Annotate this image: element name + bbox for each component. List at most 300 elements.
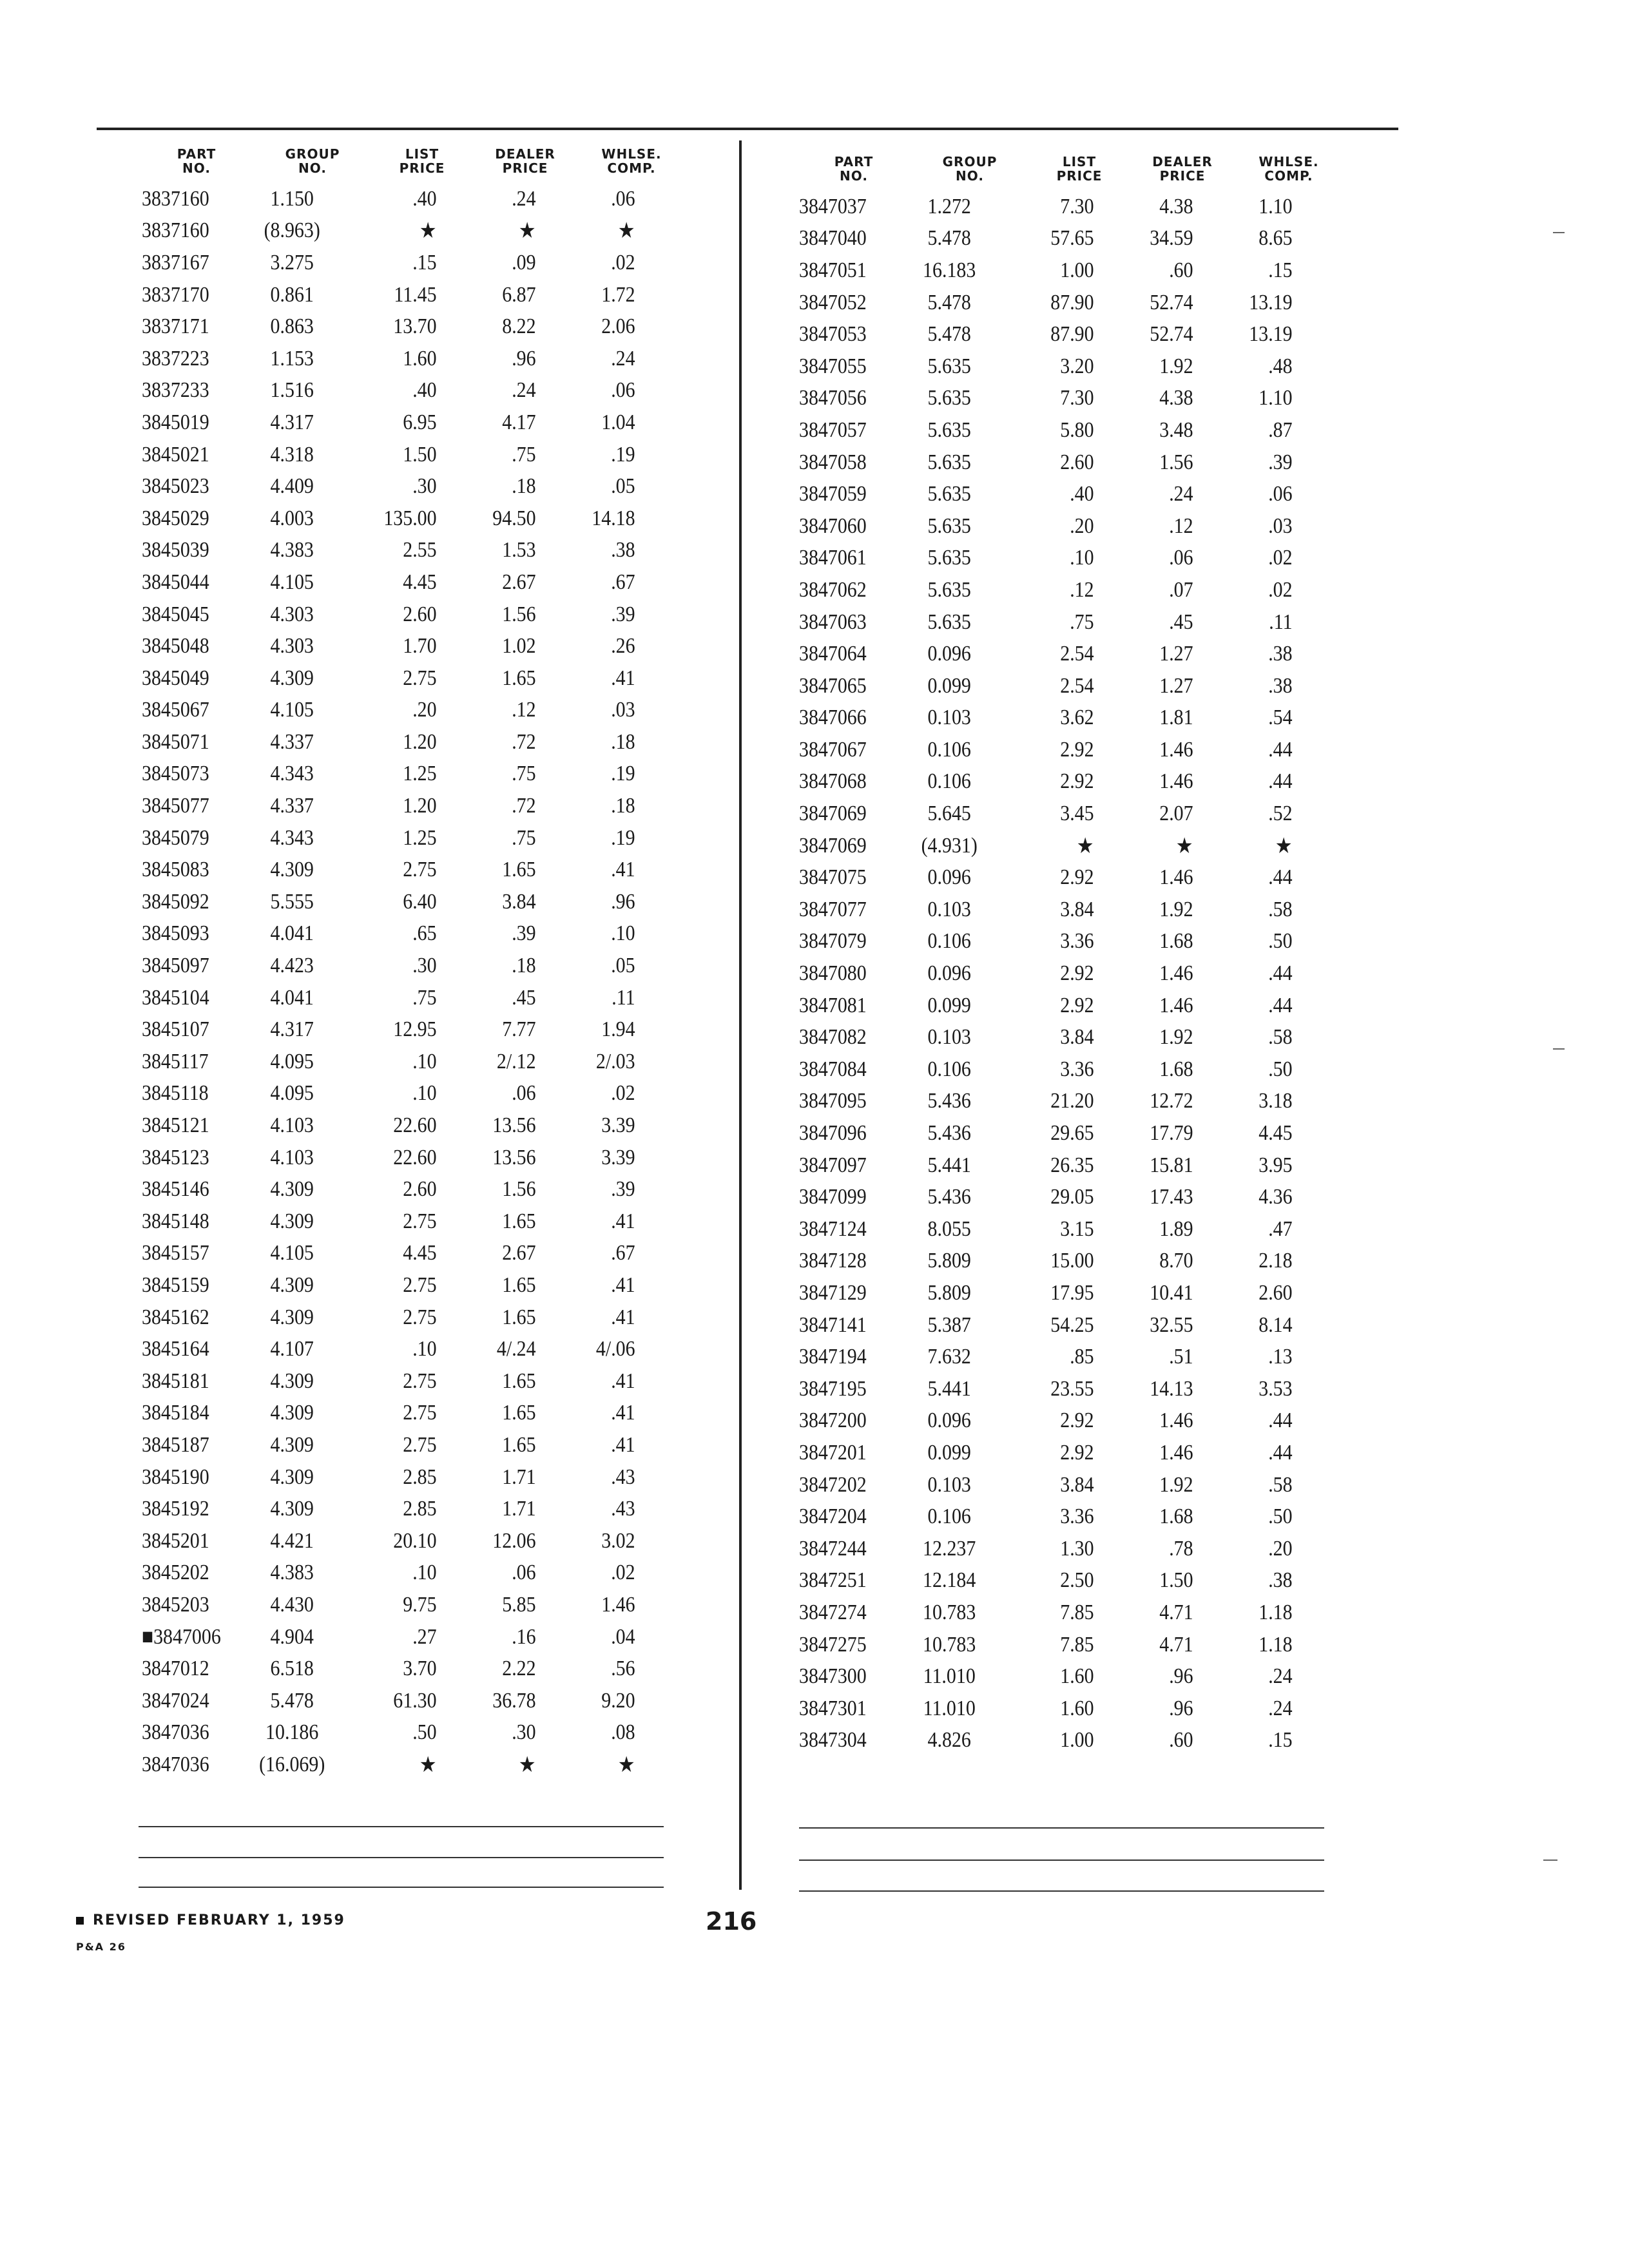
cell-whlse: 1.18 <box>1258 1600 1293 1624</box>
cell-part: 3847051 <box>799 258 867 282</box>
cell-part: 3845092 <box>142 889 209 914</box>
cell-list: 2.54 <box>1060 642 1094 666</box>
cell-dealer: 1.81 <box>1159 706 1193 730</box>
cell-list: 4.45 <box>403 1241 437 1265</box>
cell-dealer: .18 <box>512 954 536 978</box>
cell-dealer: 1.46 <box>1159 993 1193 1017</box>
cell-group: 4.309 <box>270 1369 314 1393</box>
blank-line <box>139 1887 664 1888</box>
cell-part: 3847012 <box>142 1657 209 1681</box>
cell-part: 3837167 <box>142 250 209 274</box>
cell-whlse: .11 <box>612 985 635 1010</box>
cell-whlse: .43 <box>611 1497 635 1521</box>
cell-part: 3847200 <box>799 1408 867 1433</box>
cell-part: 3845117 <box>142 1049 209 1073</box>
table-row <box>142 1269 696 1302</box>
cell-whlse: .04 <box>611 1624 635 1649</box>
cell-whlse: .50 <box>1268 929 1293 954</box>
cell-group: 4.343 <box>270 762 314 786</box>
cell-list: 7.85 <box>1060 1600 1094 1624</box>
table-row <box>142 311 696 343</box>
cell-list: 12.95 <box>393 1017 437 1042</box>
cell-group: 0.103 <box>927 1025 971 1050</box>
cell-part: 3847059 <box>799 482 867 506</box>
cell-list: 3.70 <box>403 1657 437 1681</box>
cell-whlse: ★ <box>617 219 635 244</box>
table-row <box>799 1533 1379 1565</box>
cell-part: 3847201 <box>799 1440 867 1465</box>
cell-whlse: .41 <box>611 1432 635 1457</box>
table-row <box>142 566 696 599</box>
cell-whlse: .39 <box>611 602 635 626</box>
cell-list: ★ <box>1076 834 1094 858</box>
cell-list: 2.92 <box>1060 737 1094 762</box>
cell-part: 3847063 <box>799 610 867 634</box>
cell-dealer: 52.74 <box>1150 322 1193 347</box>
cell-group: 4.383 <box>270 1561 314 1585</box>
cell-group: 4.303 <box>270 634 314 658</box>
cell-part: 3847128 <box>799 1249 867 1273</box>
table-row <box>799 1725 1379 1757</box>
table-row <box>142 439 696 471</box>
margin-mark <box>1543 1860 1557 1861</box>
cell-list: 7.85 <box>1060 1632 1094 1657</box>
cell-whlse: .58 <box>1268 1472 1293 1497</box>
cell-list: 2.50 <box>1060 1568 1094 1593</box>
cell-dealer: .18 <box>512 474 536 499</box>
cell-dealer: 1.56 <box>502 1177 536 1202</box>
cell-dealer: 2/.12 <box>496 1049 536 1073</box>
table-row <box>799 1693 1379 1725</box>
cell-dealer: .24 <box>1169 482 1193 506</box>
table-row <box>799 894 1379 926</box>
table-row <box>799 383 1379 415</box>
cell-group: 4.309 <box>270 858 314 882</box>
cell-group: 4.423 <box>270 954 314 978</box>
table-row <box>799 414 1379 447</box>
cell-part: 3845045 <box>142 602 209 626</box>
cell-dealer: 1.65 <box>502 1369 536 1393</box>
cell-dealer: 32.55 <box>1150 1312 1193 1337</box>
cell-part: 3847052 <box>799 290 867 314</box>
header-dealer-price: DEALER PRICE <box>1152 154 1213 184</box>
cell-dealer: .75 <box>512 762 536 786</box>
revision-note <box>76 1912 345 1928</box>
cell-group: 4.826 <box>927 1728 971 1753</box>
table-row <box>799 1149 1379 1182</box>
table-row <box>799 990 1379 1022</box>
table-row <box>799 734 1379 766</box>
cell-part: 3837160 <box>142 218 209 243</box>
cell-group: 4.430 <box>270 1592 314 1617</box>
cell-dealer: 1.56 <box>1159 450 1193 474</box>
cell-part: 3845123 <box>142 1145 209 1169</box>
cell-dealer: .39 <box>512 921 536 946</box>
cell-dealer: 1.46 <box>1159 769 1193 794</box>
cell-dealer: 1.68 <box>1159 1057 1193 1081</box>
cell-whlse: .06 <box>1268 482 1293 506</box>
table-row <box>142 407 696 439</box>
cell-part: 3847141 <box>799 1312 867 1337</box>
table-row <box>799 223 1379 255</box>
cell-list: 3.84 <box>1060 897 1094 921</box>
top-rule <box>97 128 1398 130</box>
cell-list: .30 <box>412 954 437 978</box>
cell-part: 3847036 <box>142 1752 209 1776</box>
cell-list: 3.20 <box>1060 354 1094 378</box>
cell-list: .50 <box>412 1720 437 1745</box>
cell-part: 3837233 <box>142 378 209 403</box>
cell-dealer: 4.17 <box>502 410 536 434</box>
table-row <box>142 758 696 791</box>
table-row <box>799 510 1379 543</box>
cell-dealer: .78 <box>1169 1536 1193 1561</box>
cell-whlse: .43 <box>611 1465 635 1489</box>
cell-list: 2.75 <box>403 1432 437 1457</box>
cell-whlse: .02 <box>611 250 635 274</box>
table-row <box>799 478 1379 510</box>
cell-group: 4.041 <box>270 985 314 1010</box>
cell-part: 3847194 <box>799 1345 867 1369</box>
cell-part: ■3847006 <box>142 1624 221 1649</box>
cell-part: 3847024 <box>142 1688 209 1713</box>
cell-list: 6.40 <box>403 889 437 914</box>
cell-group: 5.635 <box>927 354 971 378</box>
cell-list: 1.70 <box>403 634 437 658</box>
cell-part: 3847061 <box>799 546 867 570</box>
cell-group: 4.317 <box>270 410 314 434</box>
table-row <box>799 606 1379 639</box>
cell-part: 3847075 <box>799 865 867 890</box>
cell-part: 3845079 <box>142 825 209 850</box>
cell-part: 3847204 <box>799 1504 867 1529</box>
table-row <box>142 1365 696 1398</box>
cell-part: 3847064 <box>799 642 867 666</box>
cell-group: 4.103 <box>270 1113 314 1138</box>
cell-group: 5.436 <box>927 1089 971 1113</box>
cell-dealer: 1.68 <box>1159 1504 1193 1529</box>
cell-group: 4.303 <box>270 602 314 626</box>
cell-group: 5.645 <box>927 802 971 826</box>
table-row <box>142 1173 696 1206</box>
cell-list: 2.75 <box>403 1273 437 1297</box>
cell-list: .20 <box>412 698 437 722</box>
table-row <box>799 1181 1379 1213</box>
cell-part: 3837171 <box>142 314 209 339</box>
cell-part: 3845164 <box>142 1337 209 1361</box>
table-row <box>799 1245 1379 1278</box>
table-row <box>799 702 1379 735</box>
table-row <box>142 1461 696 1494</box>
table-row <box>799 1405 1379 1437</box>
cell-part: 3845077 <box>142 794 209 818</box>
cell-list: 87.90 <box>1050 290 1094 314</box>
cell-group: 8.055 <box>927 1216 971 1241</box>
cell-whlse: .44 <box>1268 1408 1293 1433</box>
cell-group: 0.861 <box>270 282 314 307</box>
blank-line <box>799 1860 1324 1861</box>
cell-whlse: .38 <box>611 538 635 562</box>
table-row <box>142 1525 696 1557</box>
cell-group: 4.309 <box>270 1432 314 1457</box>
table-row <box>799 543 1379 575</box>
cell-list: 1.25 <box>403 825 437 850</box>
margin-mark <box>1553 232 1565 233</box>
cell-group: 1.272 <box>927 194 971 218</box>
cell-part: 3847057 <box>799 418 867 442</box>
cell-group: 12.237 <box>923 1536 976 1561</box>
cell-list: .30 <box>412 474 437 499</box>
cell-part: 3845097 <box>142 954 209 978</box>
cell-group: 5.436 <box>927 1121 971 1146</box>
cell-group: 5.635 <box>927 514 971 538</box>
table-row <box>142 630 696 662</box>
cell-whlse: .03 <box>1268 514 1293 538</box>
table-row <box>142 343 696 375</box>
cell-dealer: 8.22 <box>502 314 536 339</box>
cell-part: 3845162 <box>142 1305 209 1329</box>
cell-dealer: .75 <box>512 442 536 466</box>
table-row <box>142 1557 696 1590</box>
cell-dealer: 6.87 <box>502 282 536 307</box>
table-row <box>142 1589 696 1621</box>
table-row <box>142 1046 696 1078</box>
cell-group: 0.096 <box>927 865 971 890</box>
cell-whlse: .39 <box>1268 450 1293 474</box>
cell-group: 0.106 <box>927 1504 971 1529</box>
cell-dealer: 17.79 <box>1150 1121 1193 1146</box>
cell-group: 4.309 <box>270 1497 314 1521</box>
table-row <box>142 982 696 1014</box>
cell-whlse: .02 <box>611 1081 635 1106</box>
blank-line <box>139 1826 664 1827</box>
cell-group: 5.441 <box>927 1376 971 1401</box>
cell-whlse: .41 <box>611 1273 635 1297</box>
cell-group: 4.337 <box>270 729 314 754</box>
cell-dealer: 1.46 <box>1159 961 1193 986</box>
cell-group: 5.809 <box>927 1249 971 1273</box>
cell-whlse: 13.19 <box>1249 322 1293 347</box>
cell-whlse: .47 <box>1268 1216 1293 1241</box>
cell-list: 6.95 <box>403 410 437 434</box>
cell-whlse: .11 <box>1269 610 1293 634</box>
cell-group: 5.441 <box>927 1153 971 1177</box>
cell-list: 3.62 <box>1060 706 1094 730</box>
table-row <box>799 1629 1379 1661</box>
cell-part: 3847079 <box>799 929 867 954</box>
cell-list: 2.75 <box>403 1305 437 1329</box>
cell-dealer: .60 <box>1169 1728 1193 1753</box>
header-group-no: GROUP NO. <box>942 154 998 184</box>
cell-group: 7.632 <box>927 1345 971 1369</box>
cell-dealer: 2.22 <box>502 1657 536 1681</box>
cell-group: 4.309 <box>270 666 314 690</box>
table-row <box>142 1685 696 1717</box>
cell-whlse: 13.19 <box>1249 290 1293 314</box>
cell-list: 13.70 <box>393 314 437 339</box>
blank-line <box>799 1890 1324 1892</box>
cell-whlse: .18 <box>611 794 635 818</box>
table-row <box>799 1597 1379 1629</box>
cell-part: 3847062 <box>799 577 867 602</box>
cell-list: 2.75 <box>403 1209 437 1233</box>
cell-part: 3847037 <box>799 194 867 218</box>
cell-group: 4.309 <box>270 1209 314 1233</box>
cell-part: 3847081 <box>799 993 867 1017</box>
table-row <box>799 1277 1379 1309</box>
cell-list: 1.60 <box>403 346 437 370</box>
cell-whlse: .02 <box>611 1561 635 1585</box>
table-row <box>799 318 1379 351</box>
cell-group: 0.099 <box>927 1440 971 1465</box>
cell-whlse: 3.18 <box>1258 1089 1293 1113</box>
cell-whlse: 2.18 <box>1258 1249 1293 1273</box>
cell-list: .40 <box>412 378 437 403</box>
cell-dealer: 4/.24 <box>496 1337 536 1361</box>
cell-whlse: 1.10 <box>1258 386 1293 410</box>
cell-group: 4.103 <box>270 1145 314 1169</box>
cell-dealer: 1.65 <box>502 1305 536 1329</box>
cell-dealer: 1.65 <box>502 666 536 690</box>
cell-list: 87.90 <box>1050 322 1094 347</box>
cell-part: 3847067 <box>799 737 867 762</box>
cell-whlse: .52 <box>1268 802 1293 826</box>
blank-line <box>139 1857 664 1858</box>
table-row <box>142 1110 696 1142</box>
cell-whlse: .48 <box>1268 354 1293 378</box>
cell-group: 11.010 <box>923 1696 976 1720</box>
cell-part: 3845093 <box>142 921 209 946</box>
cell-whlse: .08 <box>611 1720 635 1745</box>
cell-list: 5.80 <box>1060 418 1094 442</box>
cell-whlse: .02 <box>1268 546 1293 570</box>
cell-part: 3845067 <box>142 698 209 722</box>
cell-list: 3.36 <box>1060 1057 1094 1081</box>
cell-whlse: ★ <box>617 1753 635 1777</box>
table-row <box>799 766 1379 798</box>
cell-group: 4.309 <box>270 1401 314 1425</box>
cell-dealer: 1.89 <box>1159 1216 1193 1241</box>
cell-whlse: .41 <box>611 1401 635 1425</box>
cell-dealer: 4.71 <box>1159 1632 1193 1657</box>
cell-whlse: .56 <box>611 1657 635 1681</box>
cell-whlse: 1.94 <box>601 1017 635 1042</box>
cell-part: 3847202 <box>799 1472 867 1497</box>
cell-list: .10 <box>1070 546 1094 570</box>
cell-group: 4.904 <box>270 1624 314 1649</box>
cell-part: 3847077 <box>799 897 867 921</box>
cell-whlse: .41 <box>611 666 635 690</box>
table-row <box>142 1717 696 1749</box>
cell-part: 3837223 <box>142 346 209 370</box>
cell-whlse: .44 <box>1268 961 1293 986</box>
cell-part: 3847244 <box>799 1536 867 1561</box>
cell-part: 3845203 <box>142 1592 209 1617</box>
cell-dealer: 2.07 <box>1159 802 1193 826</box>
cell-group: 5.635 <box>927 450 971 474</box>
cell-group: 5.555 <box>270 889 314 914</box>
cell-whlse: .38 <box>1268 673 1293 698</box>
cell-list: 135.00 <box>383 506 437 530</box>
cell-group: 1.150 <box>270 186 314 211</box>
revision-marker-square <box>76 1917 84 1925</box>
cell-part: 3847036 <box>142 1720 209 1745</box>
cell-whlse: .67 <box>611 1241 635 1265</box>
cell-list: 2.85 <box>403 1497 437 1521</box>
cell-dealer: .16 <box>512 1624 536 1649</box>
cell-part: 3845201 <box>142 1528 209 1553</box>
cell-part: 3847274 <box>799 1600 867 1624</box>
cell-part: 3847099 <box>799 1185 867 1209</box>
cell-whlse: 4/.06 <box>595 1337 635 1361</box>
revision-text: REVISED FEBRUARY 1, 1959 <box>93 1912 345 1928</box>
cell-list: 4.45 <box>403 570 437 594</box>
cell-group: 11.010 <box>923 1664 976 1689</box>
cell-list: 2.92 <box>1060 1408 1094 1433</box>
cell-dealer: 1.65 <box>502 1432 536 1457</box>
cell-group: 6.518 <box>270 1657 314 1681</box>
cell-dealer: 52.74 <box>1150 290 1193 314</box>
cell-whlse: ★ <box>1275 834 1293 858</box>
table-row <box>799 1469 1379 1501</box>
cell-part: 3847097 <box>799 1153 867 1177</box>
cell-list: 2.92 <box>1060 1440 1094 1465</box>
cell-dealer: 7.77 <box>502 1017 536 1042</box>
cell-whlse: .96 <box>611 889 635 914</box>
table-row <box>799 798 1379 830</box>
table-row <box>799 1565 1379 1597</box>
cell-list: 2.55 <box>403 538 437 562</box>
cell-part: 3845044 <box>142 570 209 594</box>
table-row <box>142 1653 696 1685</box>
cell-list: 3.84 <box>1060 1025 1094 1050</box>
cell-whlse: .19 <box>611 825 635 850</box>
cell-group: 0.103 <box>927 706 971 730</box>
cell-whlse: 3.02 <box>601 1528 635 1553</box>
cell-whlse: .38 <box>1268 642 1293 666</box>
cell-whlse: .02 <box>1268 577 1293 602</box>
cell-dealer: 1.50 <box>1159 1568 1193 1593</box>
cell-list: 2.60 <box>1060 450 1094 474</box>
cell-list: 2.92 <box>1060 769 1094 794</box>
cell-group: 1.153 <box>270 346 314 370</box>
cell-list: 3.36 <box>1060 1504 1094 1529</box>
cell-dealer: 1.71 <box>502 1497 536 1521</box>
cell-list: 1.60 <box>1060 1696 1094 1720</box>
cell-dealer: 36.78 <box>492 1688 536 1713</box>
table-row <box>799 1660 1379 1693</box>
cell-whlse: .03 <box>611 698 635 722</box>
cell-group: 0.096 <box>927 1408 971 1433</box>
cell-whlse: 3.53 <box>1258 1376 1293 1401</box>
cell-part: 3845190 <box>142 1465 209 1489</box>
cell-group: 4.105 <box>270 570 314 594</box>
cell-list: 57.65 <box>1050 226 1094 251</box>
header-list-price: LIST PRICE <box>399 146 445 176</box>
cell-part: 3845146 <box>142 1177 209 1202</box>
cell-group: 0.106 <box>927 929 971 954</box>
cell-list: 1.00 <box>1060 258 1094 282</box>
table-row <box>142 1398 696 1430</box>
cell-whlse: .15 <box>1268 258 1293 282</box>
table-row <box>799 191 1379 223</box>
cell-whlse: .20 <box>1268 1536 1293 1561</box>
cell-dealer: 94.50 <box>492 506 536 530</box>
table-row <box>142 695 696 727</box>
table-row <box>142 1238 696 1270</box>
cell-list: .10 <box>412 1561 437 1585</box>
cell-part: 3847084 <box>799 1057 867 1081</box>
